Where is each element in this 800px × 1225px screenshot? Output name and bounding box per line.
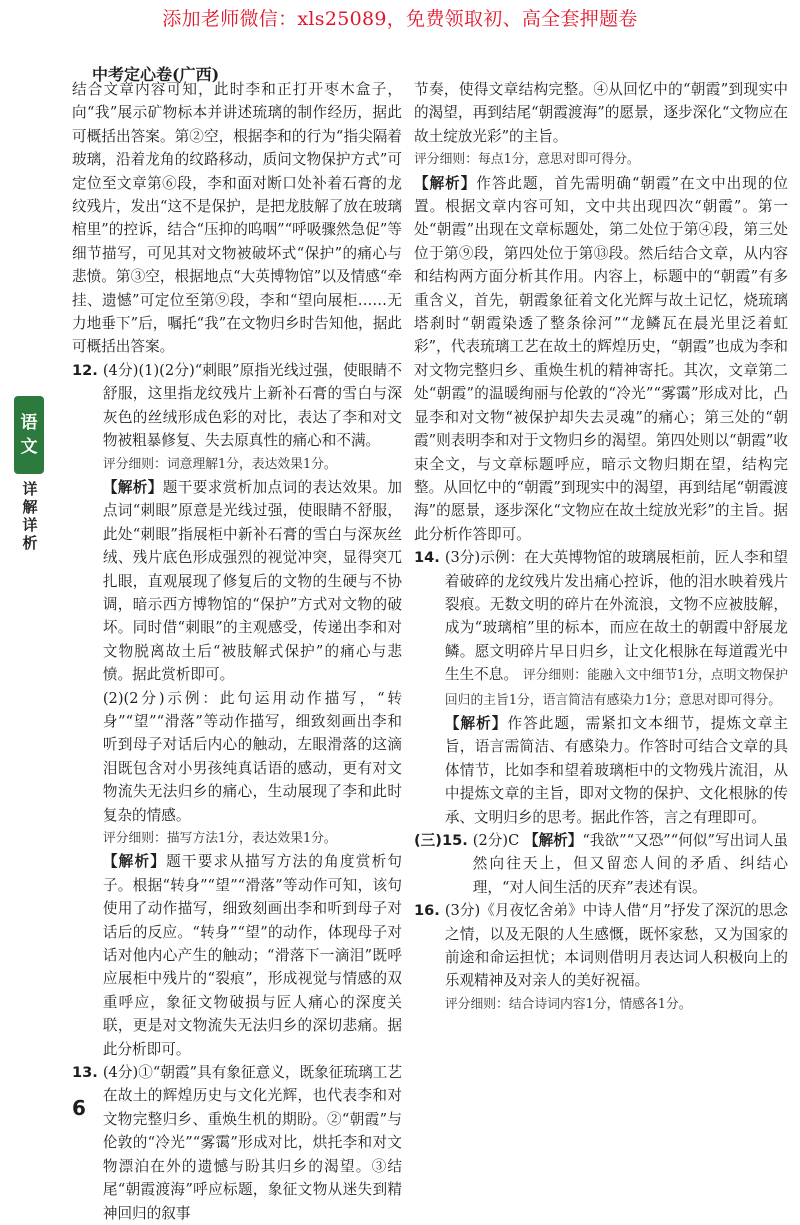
question-13 xyxy=(72,1061,402,1225)
analysis-tag: 【解析】 xyxy=(523,832,583,849)
answer-text xyxy=(473,829,788,899)
section-char: 析 xyxy=(22,534,38,552)
question-14 xyxy=(414,546,788,829)
question-number xyxy=(414,829,473,899)
number-text: 15. xyxy=(441,832,468,849)
scoring-rule: 评分细则：每点1分，意思对即可得分。 xyxy=(414,152,640,168)
question-number: 13. xyxy=(72,1064,98,1082)
question-number: 16. xyxy=(414,902,440,920)
page-number: 6 xyxy=(72,1096,86,1120)
answer-text xyxy=(445,546,788,712)
answer-body: (2分)C xyxy=(472,832,520,849)
answer-text: (3分)《月夜忆舍弟》中诗人借“月”抒发了深沉的思念之情，以及无限的人生感慨，既怀家愁，又为国家的前途和命运担忧；本词则借明月表达词人积极向上的乐观精神及对亲人的美好祝福。 xyxy=(444,902,788,990)
subject-char: 语 xyxy=(20,413,38,433)
analysis-body: “我欲”“又恐”“何似”写出词人虽然向往天上，但又留恋人间的矛盾、纠结心理，“对人间生活的厌弃”表述有误。 xyxy=(472,832,789,896)
scoring-rule: 评分细则：能融入文中细节1分，点明文物保护回归的主旨1分，语言简洁有感染力1分；意思对即可得分。 xyxy=(444,668,788,708)
analysis-tag: 【解析】 xyxy=(102,853,167,871)
question-number: 14. xyxy=(414,549,440,567)
analysis-body: 作答此题，首先需明确“朝霞”在文中出现的位置。根据文章内容可知，文中共出现四次“朝霞”。第一处“朝霞”出现在文章标题处，第二处位于第④段，第三处位于第⑨段，第四处位于第⑬段。然后结合文章，从内容和结构两方面分析其作用。内容上，标题中的“朝霞”有多重含义，首先，朝霞象征着文化光辉与故土记忆，烧琉璃塔刹时“朝霞染透了整条徐河”“龙鳞瓦在晨光里泛着虹彩”，代表琉璃工艺在故土的辉煌历史，“朝霞”也成为李和对文物完整归乡、重焕生机的精神寄托。其次，文章第二处“朝霞”的温暖绚丽与伦敦的“冷光”“雾霭”形成对比，凸显李和对文物“被保护却失去灵魂”的痛心；第三处的“朝霞”则表明李和对于文物归乡的渴望。第四处则以“朝霞”收束全文，与文章标题呼应，暗示文物归期在望，结构完整。从回忆中的“朝霞”到现实中的渴望，再到结尾“朝霞渡海”的愿景，逐步深化“文物应在故土绽放光彩”的主旨。据此分析作答即可。 xyxy=(414,174,788,543)
analysis-body: 作答此题，需紧扣文本细节，提炼文章主旨，语言需简洁、有感染力。作答时可结合文章的具体情节，比如李和望着玻璃柜中的文物残片流泪，从中提炼文章的主旨，即对文物的保护、文化根脉的传承、文明归乡的思考。据此作答，言之有理即可。 xyxy=(444,714,788,826)
section-char: 解 xyxy=(22,498,38,516)
page-header: 中考定心卷(广西) xyxy=(92,65,220,84)
scoring-rule: 评分细则：描写方法1分，表达效果1分。 xyxy=(102,831,337,846)
analysis-text xyxy=(414,172,788,547)
promo-banner: 添加老师微信：xls25089，免费领取初、高全套押题卷 xyxy=(162,8,638,30)
answer-text: (4分)①“朝霞”具有象征意义，既象征琉璃工艺在故土的辉煌历史与文化光辉，也代表李和对文物完整归乡、重焕生机的期盼。②“朝霞”与伦敦的“冷光”“雾霭”形成对比，烘托李和对文物漂泊在外的遗憾与盼其归乡的渴望。③结尾“朝霞渡海”呼应标题，象征文物从迷失到精神回归的叙事 xyxy=(102,1064,402,1222)
answer-continuation: 结合文章内容可知，此时李和正打开枣木盒子，向“我”展示矿物标本并讲述琉璃的制作经历，据此可概括出答案。第②空，根据李和的行为“指尖隔着玻璃，沿着龙角的纹路移动，质问文物保护方式”可定位至文章第⑥段，李和面对断口处补着石膏的龙纹残片，发出“这不是保护，是把龙肢解了放在玻璃棺里”的控诉，结合“压抑的呜咽”“呼吸骤然急促”等细节描写，可见其对文物被破坏式“保护”的痛心与悲愤。第③空，根据地点“大英博物馆”以及情感“牵挂、遗憾”可定位至第⑨段，李和“望向展柜……无力地垂下”后，嘱托“我”在文物归乡时告知他，据此可概括出答案。 xyxy=(72,81,402,356)
analysis-text xyxy=(103,850,402,1061)
analysis-text xyxy=(103,476,402,687)
analysis-body: 题干要求赏析加点词的表达效果。加点词“刺眼”原意是光线过强，使眼睛不舒服，此处“刺眼”指展柜中新补石膏的雪白与深灰丝绒、残片底色形成强烈的视觉冲突，显得突兀扎眼，直观展现了修复后的文物的生硬与不协调，暗示西方博物馆的“保护”方式对文物的破坏。同时借“刺眼”的主观感受，传递出李和对文物脱离故土后“被肢解式保护”的痛心与悲愤。据此赏析即可。 xyxy=(102,478,402,684)
analysis-tag: 【解析】 xyxy=(414,174,477,192)
section-char: 详 xyxy=(22,516,38,534)
scoring-rule: 评分细则：词意理解1分，表达效果1分。 xyxy=(102,456,337,472)
question-12 xyxy=(72,359,402,1061)
question-number: 12. xyxy=(72,361,98,379)
answer-body: (3分)示例：在大英博物馆的玻璃展柜前，匠人李和望着破碎的龙纹残片发出痛心控诉，他的泪水映着残片裂痕。无数文明的碎片在外流浪，文物不应被肢解，成为“玻璃棺”里的标本，而应在故土的朝霞中舒展龙鳞。愿文明碎片早日归乡，让文化根脉在每道霞光中生生不息。 xyxy=(444,549,788,684)
answer-text: (4分)(1)(2分)“刺眼”原指光线过强，使眼睛不舒服，这里指龙纹残片上新补石膏的雪白与深灰色的丝绒形成色彩的对比，表达了李和对文物被粗暴修复、失去原真性的痛心和不满。 xyxy=(102,361,402,450)
scoring-rule: 评分细则：结合诗词内容1分，情感各1分。 xyxy=(444,996,692,1012)
subject-char: 文 xyxy=(20,437,38,457)
analysis-text xyxy=(445,712,788,829)
section-marker: (三) xyxy=(414,832,442,849)
question-16 xyxy=(414,899,788,1016)
analysis-tag: 【解析】 xyxy=(444,714,508,732)
subject-tab xyxy=(14,396,44,474)
question-15 xyxy=(414,829,788,899)
answer-text: (2)(2分)示例：此句运用动作描写，“转身”“望”“滑落”等动作描写，细致刻画出李和听到母子对话后内心的触动，左眼滑落的这滴泪既包含对小男孩纯真话语的感动，更有对文物流失无法归乡的痛心，生动展现了李和此时复杂的情感。 xyxy=(102,689,402,824)
section-label xyxy=(18,480,42,552)
analysis-tag: 【解析】 xyxy=(102,478,163,496)
left-column xyxy=(72,78,402,1225)
analysis-body: 题干要求从描写方法的角度赏析句子。根据“转身”“望”“滑落”等动作可知，该句使用了动作描写，细致刻画出李和听到母子对话后的反应。“转身”“望”的动作，体现母子对话对他内心产生的触动；“滑落下一滴泪”既呼应展柜中残片的“裂痕”，形成视觉与情感的双重呼应，象征文物破损与匠人痛心的深度关联，更是对文物流失无法归乡的深切悲痛。据此分析即可。 xyxy=(102,853,402,1058)
answer-continuation: 节奏，使得文章结构完整。④从回忆中的“朝霞”到现实中的渴望，再到结尾“朝霞渡海”的愿景，逐步深化“文物应在故土绽放光彩”的主旨。 xyxy=(414,81,788,145)
section-char: 详 xyxy=(22,480,38,498)
right-column xyxy=(414,78,788,1016)
